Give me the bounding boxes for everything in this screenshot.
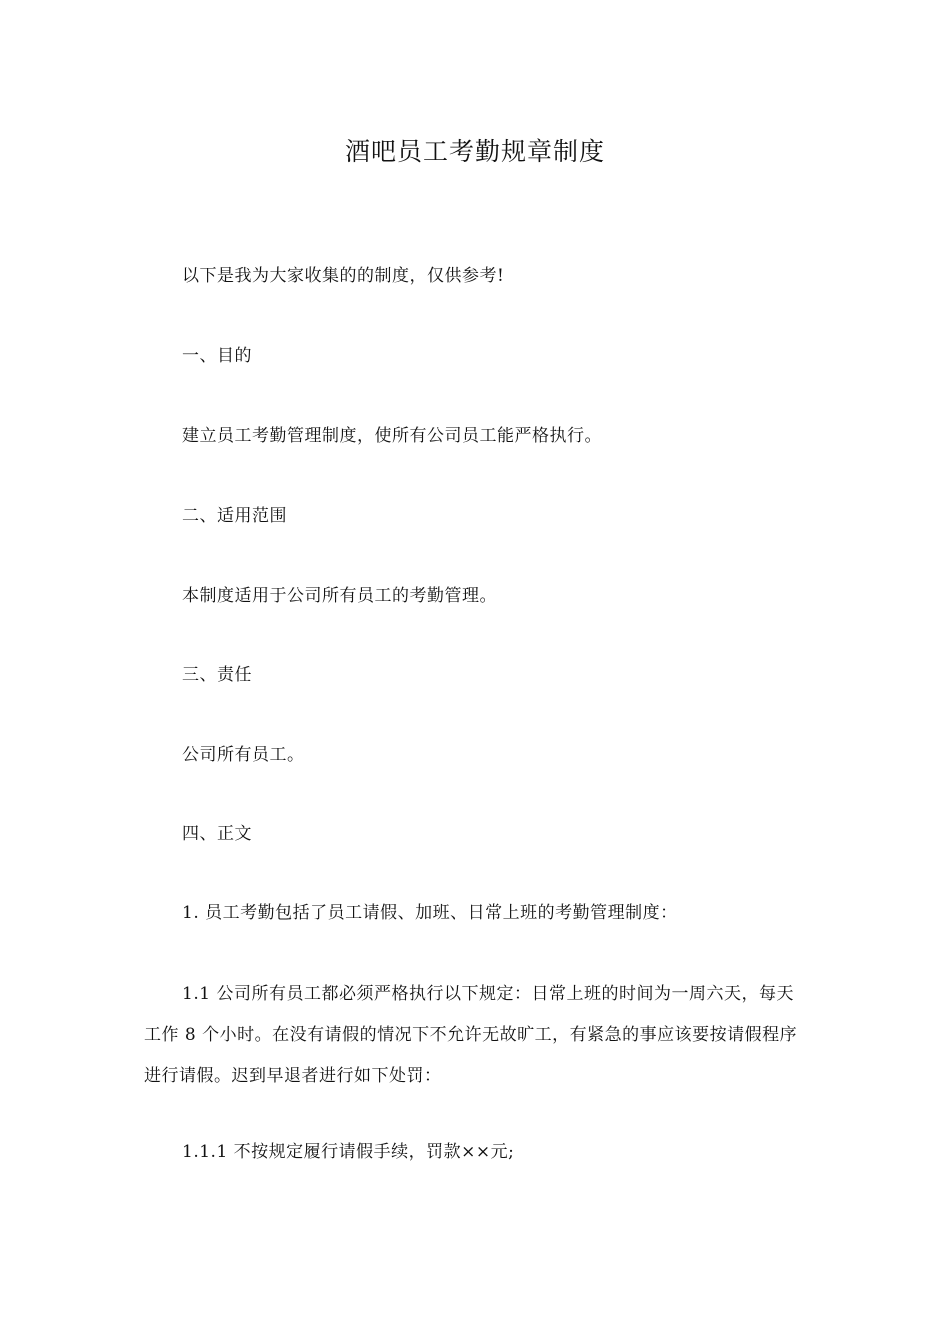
section-heading-scope: 二、适用范围: [182, 506, 287, 526]
clause-1-1: 1.1 公司所有员工都必须严格执行以下规定：日常上班的时间为一周六天，每天工作 8 个小时。在没有请假的情况下不允许无故旷工，有紧急的事应该要按请假程序进行请假。迟到早退者进行如下处罚：: [144, 984, 798, 1086]
clause-1-1-1: 1.1.1 不按规定履行请假手续，罚款××元;: [182, 1142, 515, 1162]
document-title: 酒吧员工考勤规章制度: [344, 137, 605, 166]
section-heading-purpose: 一、目的: [182, 346, 252, 366]
section-body-purpose: 建立员工考勤管理制度，使所有公司员工能严格执行。: [182, 426, 602, 446]
clause-1: 1. 员工考勤包括了员工请假、加班、日常上班的考勤管理制度：: [182, 903, 678, 923]
section-heading-responsibility: 三、责任: [182, 665, 252, 685]
intro-paragraph: 以下是我为大家收集的的制度，仅供参考!: [182, 266, 505, 286]
section-heading-main-text: 四、正文: [182, 824, 252, 844]
section-body-responsibility: 公司所有员工。: [182, 745, 305, 765]
section-body-scope: 本制度适用于公司所有员工的考勤管理。: [182, 586, 497, 606]
